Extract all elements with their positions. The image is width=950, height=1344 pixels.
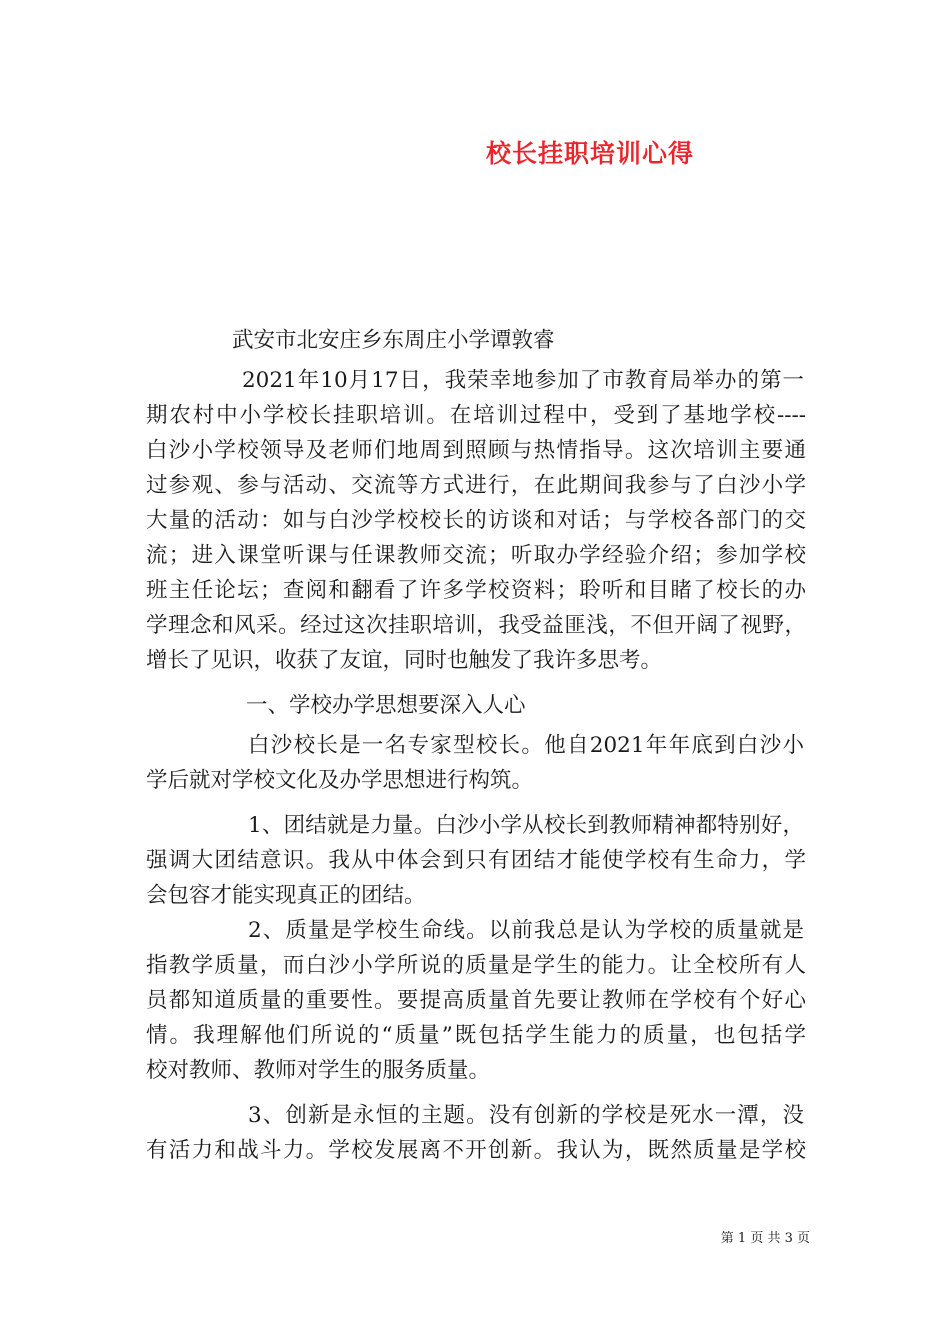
paragraph-line: 2021年10月17日，我荣幸地参加了市教育局举办的第一 bbox=[242, 368, 804, 393]
paragraph-line: 2、质量是学校生命线。以前我总是认为学校的质量就是 bbox=[248, 918, 804, 943]
paragraph-line: 1、团结就是力量。白沙小学从校长到教师精神都特别好， bbox=[248, 813, 804, 838]
paragraph-line: 增长了见识，收获了友谊，同时也触发了我许多思考。 bbox=[146, 648, 663, 673]
paragraph-line: 有活力和战斗力。学校发展离不开创新。我认为，既然质量是学校 bbox=[146, 1138, 806, 1163]
paragraph-line: 学理念和风采。经过这次挂职培训，我受益匪浅，不但开阔了视野， bbox=[146, 613, 806, 638]
author-line: 武安市北安庄乡东周庄小学谭敦睿 bbox=[232, 328, 555, 353]
paragraph-line: 大量的活动：如与白沙学校校长的访谈和对话；与学校各部门的交 bbox=[146, 508, 806, 533]
paragraph-line: 员都知道质量的重要性。要提高质量首先要让教师在学校有个好心 bbox=[146, 988, 806, 1013]
paragraph-line: 校对教师、教师对学生的服务质量。 bbox=[146, 1058, 491, 1083]
paragraph-line: 白沙校长是一名专家型校长。他自2021年年底到白沙小 bbox=[248, 733, 804, 758]
paragraph-line: 会包容才能实现真正的团结。 bbox=[146, 883, 426, 908]
paragraph-line: 学后就对学校文化及办学思想进行构筑。 bbox=[146, 768, 534, 793]
paragraph-line: 情。我理解他们所说的“质量”既包括学生能力的质量，也包括学 bbox=[146, 1023, 806, 1048]
section-heading: 一、学校办学思想要深入人心 bbox=[246, 693, 526, 718]
paragraph-line: 指教学质量，而白沙小学所说的质量是学生的能力。让全校所有人 bbox=[146, 953, 806, 978]
paragraph-line: 班主任论坛；查阅和翻看了许多学校资料；聆听和目睹了校长的办 bbox=[146, 578, 806, 603]
paragraph-line: 强调大团结意识。我从中体会到只有团结才能使学校有生命力，学 bbox=[146, 848, 806, 873]
paragraph-line: 过参观、参与活动、交流等方式进行，在此期间我参与了白沙小学 bbox=[146, 473, 806, 498]
paragraph-line: 3、创新是永恒的主题。没有创新的学校是死水一潭，没 bbox=[248, 1103, 804, 1128]
document-title: 校长挂职培训心得 bbox=[485, 139, 694, 168]
page-number: 第 1 页 共 3 页 bbox=[720, 1231, 810, 1246]
paragraph-line: 流；进入课堂听课与任课教师交流；听取办学经验介绍；参加学校 bbox=[146, 543, 806, 568]
paragraph-line: 期农村中小学校长挂职培训。在培训过程中，受到了基地学校---- bbox=[146, 403, 806, 428]
paragraph-line: 白沙小学校领导及老师们地周到照顾与热情指导。这次培训主要通 bbox=[146, 438, 806, 463]
